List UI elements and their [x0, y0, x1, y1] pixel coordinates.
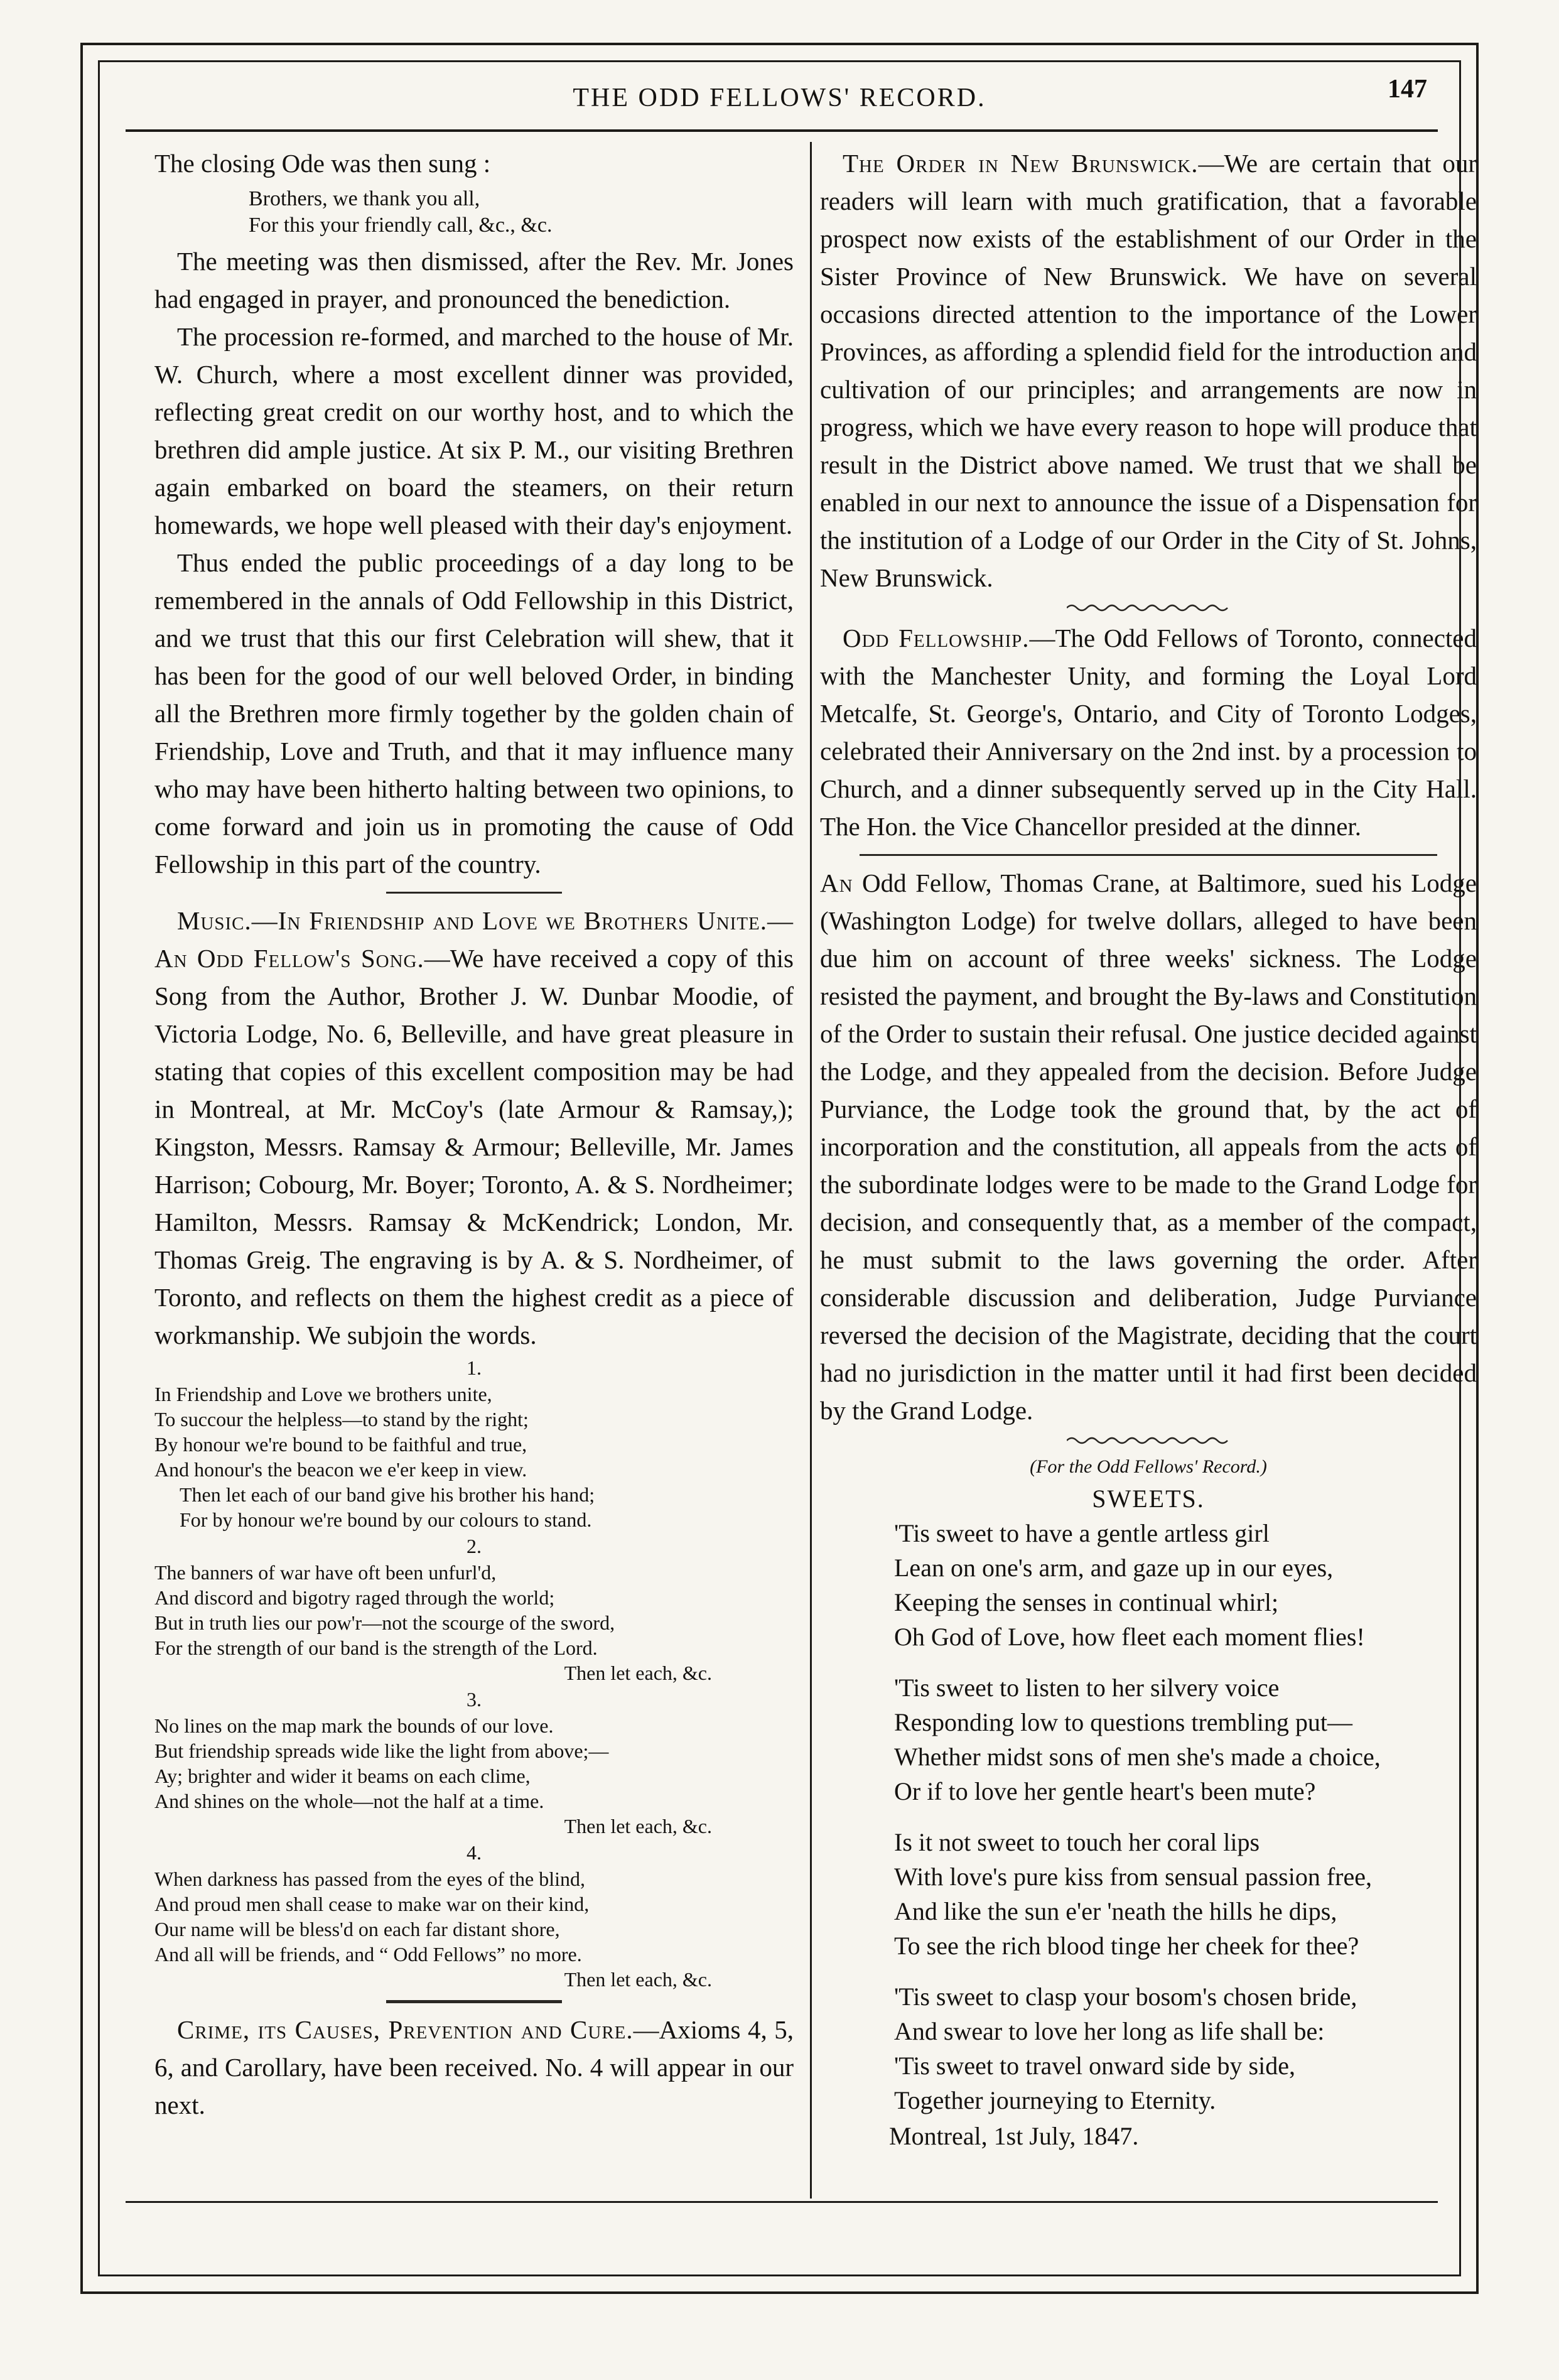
- poem-line: To see the rich blood tinge her cheek for thee?: [894, 1932, 1359, 1960]
- section-divider: [820, 845, 1477, 864]
- ode-verse: [249, 186, 794, 239]
- section-divider: [154, 883, 794, 902]
- song-line: The banners of war have oft been unfurl'd,: [154, 1561, 497, 1584]
- poem-line: Is it not sweet to touch her coral lips: [894, 1828, 1260, 1856]
- poem-attribution: (For the Odd Fellows' Record.): [1030, 1456, 1267, 1477]
- song-line: Ay; brighter and wider it beams on each clime,: [154, 1765, 531, 1787]
- poem-line: 'Tis sweet to travel onward side by side,: [894, 2052, 1295, 2080]
- music-heading: Music.—In Friendship and Love we Brothers Unite.—An Odd Fellow's Song.: [154, 906, 794, 973]
- song-stanza: [154, 1354, 794, 1532]
- song-line: But in truth lies our pow'r—not the scourge of the sword,: [154, 1611, 615, 1634]
- song-stanza: [154, 1685, 794, 1839]
- song-line: For the strength of our band is the strength of the Lord.: [154, 1636, 598, 1659]
- new-brunswick-heading: The Order in New Brunswick.: [843, 149, 1199, 178]
- stanza-number: 1.: [467, 1356, 482, 1379]
- odd-fellowship-body: —The Odd Fellows of Toronto, connected with the Manchester Unity, and forming the Loyal Lord Metcalfe, St. George's, Ontario, and City of Toronto Lodges, celebrated their Anniversary on the 2nd inst. by a procession to Church, and a dinner subsequently served up in the City Hall. The Hon. the Vice Chancellor presided at the dinner.: [820, 624, 1477, 841]
- paragraph-conclusion: Thus ended the public proceedings of a day long to be remembered in the annals of Odd Fellowship in this District, and we trust that this our first Celebration will shew, that it has been for the good of our well beloved Order, in binding all the Brethren more firmly together by the golden chain of Friendship, Love and Truth, and that it may influence many who may have been hitherto halting between two opinions, to come forward and join us in promoting the cause of Odd Fellowship in this part of the country.: [154, 548, 794, 879]
- crime-notice: [154, 2011, 794, 2124]
- paragraph-dismissal: The meeting was then dismissed, after the Rev. Mr. Jones had engaged in prayer, and pronounced the benediction.: [154, 247, 794, 313]
- poem-line: Whether midst sons of men she's made a choice,: [894, 1743, 1381, 1771]
- poem-line: Keeping the senses in continual whirl;: [894, 1588, 1279, 1616]
- right-column: [816, 144, 1477, 2155]
- crane-lead: An: [820, 868, 853, 897]
- footer-rule: [126, 2201, 1438, 2203]
- left-column: [154, 144, 794, 2124]
- poem-stanza: [820, 1825, 1477, 1963]
- poem-line: Responding low to questions trembling put—: [894, 1708, 1352, 1736]
- poem-line: 'Tis sweet to have a gentle artless girl: [894, 1519, 1270, 1547]
- poem-line: And swear to love her long as life shall be:: [894, 2017, 1325, 2045]
- poem-stanza: [820, 1516, 1477, 1654]
- new-brunswick-notice: [820, 144, 1477, 597]
- odd-fellowship-notice: [820, 619, 1477, 845]
- section-divider: [154, 1992, 794, 2011]
- song-line: And shines on the whole—not the half at a time.: [154, 1790, 544, 1812]
- page-number: 147: [1388, 75, 1427, 104]
- wavy-divider: [820, 597, 1477, 619]
- poem-line: 'Tis sweet to listen to her silvery voice: [894, 1674, 1280, 1702]
- poem-line: Oh God of Love, how fleet each moment flies!: [894, 1623, 1365, 1651]
- song-line: And discord and bigotry raged through the world;: [154, 1586, 555, 1609]
- song-chorus: Then let each, &c.: [564, 1815, 712, 1837]
- song-stanza: [154, 1839, 794, 1992]
- poem-stanza: [820, 1670, 1477, 1809]
- song-line: By honour we're bound to be faithful and true,: [154, 1433, 527, 1456]
- column-divider: [810, 142, 812, 2199]
- stanza-number: 3.: [467, 1688, 482, 1711]
- poem-line: Or if to love her gentle heart's been mute?: [894, 1777, 1316, 1805]
- crime-heading: Crime, its Causes, Prevention and Cure.: [177, 2015, 634, 2044]
- music-body: —We have received a copy of this Song from the Author, Brother J. W. Dunbar Moodie, of Victoria Lodge, No. 6, Belleville, and have great pleasure in stating that copies of this excellent composition may be had in Montreal, at Mr. McCoy's (late Armour & Ramsay,); Kingston, Messrs. Ramsay & Armour; Belleville, Mr. James Harrison; Cobourg, Mr. Boyer; Toronto, A. & S. Nordheimer; Hamilton, Messrs. Ramsay & McKendrick; London, Mr. Thomas Greig. The engraving is by A. & S. Nordheimer, of Toronto, and reflects on them the highest credit as a piece of workmanship. We subjoin the words.: [154, 944, 794, 1350]
- stanza-number: 4.: [467, 1841, 482, 1864]
- paragraph-procession: The procession re-formed, and marched to the house of Mr. W. Church, where a most excellent dinner was provided, reflecting great credit on our worthy host, and to which the brethren did ample justice. At six P. M., our visiting Brethren again embarked on board the steamers, on their return homewards, we hope well pleased with their day's enjoyment.: [154, 322, 794, 539]
- song-line: When darkness has passed from the eyes of the blind,: [154, 1868, 586, 1890]
- crane-notice: [820, 864, 1477, 1429]
- song-refrain: Then let each of our band give his brother his hand;: [180, 1483, 595, 1506]
- song-line: But friendship spreads wide like the light from above;—: [154, 1739, 609, 1762]
- song-line: And proud men shall cease to make war on their kind,: [154, 1893, 590, 1915]
- ode-line: For this your friendly call, &c., &c.: [249, 214, 553, 237]
- song-stanza: [154, 1532, 794, 1685]
- song-chorus: Then let each, &c.: [564, 1662, 712, 1684]
- crane-body: Odd Fellow, Thomas Crane, at Baltimore, sued his Lodge (Washington Lodge) for twelve dollars, alleged to have been due him on account of three weeks' sickness. The Lodge resisted the payment, and brought the By-laws and Constitution of the Order to sustain their refusal. One justice decided against the Lodge, and they appealed from the decision. Before Judge Purviance, the Lodge took the ground that, by the act of incorporation and the constitution, all appeals from the acts of the subordinate lodges were to be made to the Grand Lodge for decision, and consequently that, as a member of the compact, he must submit to the laws governing the order. After considerable discussion and deliberation, Judge Purviance reversed the decision of the Magistrate, deciding that the court had no jurisdiction in the matter until it had first been decided by the Grand Lodge.: [820, 868, 1477, 1425]
- music-notice: [154, 902, 794, 1354]
- song-line: To succour the helpless—to stand by the right;: [154, 1408, 529, 1431]
- ode-intro: The closing Ode was then sung :: [154, 149, 491, 178]
- running-header: THE ODD FELLOWS' RECORD.: [573, 84, 986, 112]
- song-chorus: Then let each, &c.: [564, 1968, 712, 1991]
- crime-body: —Axioms 4, 5, 6, and Carollary, have been received. No. 4 will appear in our next.: [154, 2015, 794, 2119]
- poem-line: With love's pure kiss from sensual passion free,: [894, 1863, 1372, 1891]
- wavy-divider: [820, 1429, 1477, 1452]
- song-line: Our name will be bless'd on each far distant shore,: [154, 1918, 560, 1940]
- song-line: No lines on the map mark the bounds of our love.: [154, 1714, 554, 1737]
- header-rule: [126, 129, 1438, 132]
- poem-stanza: [820, 1979, 1477, 2118]
- poem-line: Lean on one's arm, and gaze up in our eyes,: [894, 1554, 1334, 1582]
- song-line: In Friendship and Love we brothers unite,: [154, 1383, 492, 1405]
- song-line: And honour's the beacon we e'er keep in view.: [154, 1458, 527, 1481]
- poem-signature: Montreal, 1st July, 1847.: [889, 2122, 1139, 2150]
- new-brunswick-body: —We are certain that our readers will learn with much gratification, that a favorable prospect now exists of the establishment of our Order in the Sister Province of New Brunswick. We have on several occasions directed attention to the importance of the Lower Provinces, as affording a splendid field for the introduction and cultivation of our principles; and arrangements are now in progress, which we have every reason to hope will produce that result in the District above named. We trust that we shall be enabled in our next to announce the issue of a Dispensation for the institution of a Lodge of our Order in the City of St. Johns, New Brunswick.: [820, 149, 1477, 592]
- odd-fellowship-heading: Odd Fellowship.: [843, 624, 1030, 652]
- poem-line: 'Tis sweet to clasp your bosom's chosen bride,: [894, 1982, 1357, 2011]
- poem-title: SWEETS.: [1092, 1485, 1205, 1513]
- stanza-number: 2.: [467, 1535, 482, 1557]
- poem-line: And like the sun e'er 'neath the hills he dips,: [894, 1897, 1337, 1925]
- poem-line: Together journeying to Eternity.: [894, 2086, 1216, 2114]
- song-refrain: For by honour we're bound by our colours to stand.: [180, 1508, 592, 1531]
- song-line: And all will be friends, and “ Odd Fellows” no more.: [154, 1943, 582, 1966]
- ode-line: Brothers, we thank you all,: [249, 187, 480, 210]
